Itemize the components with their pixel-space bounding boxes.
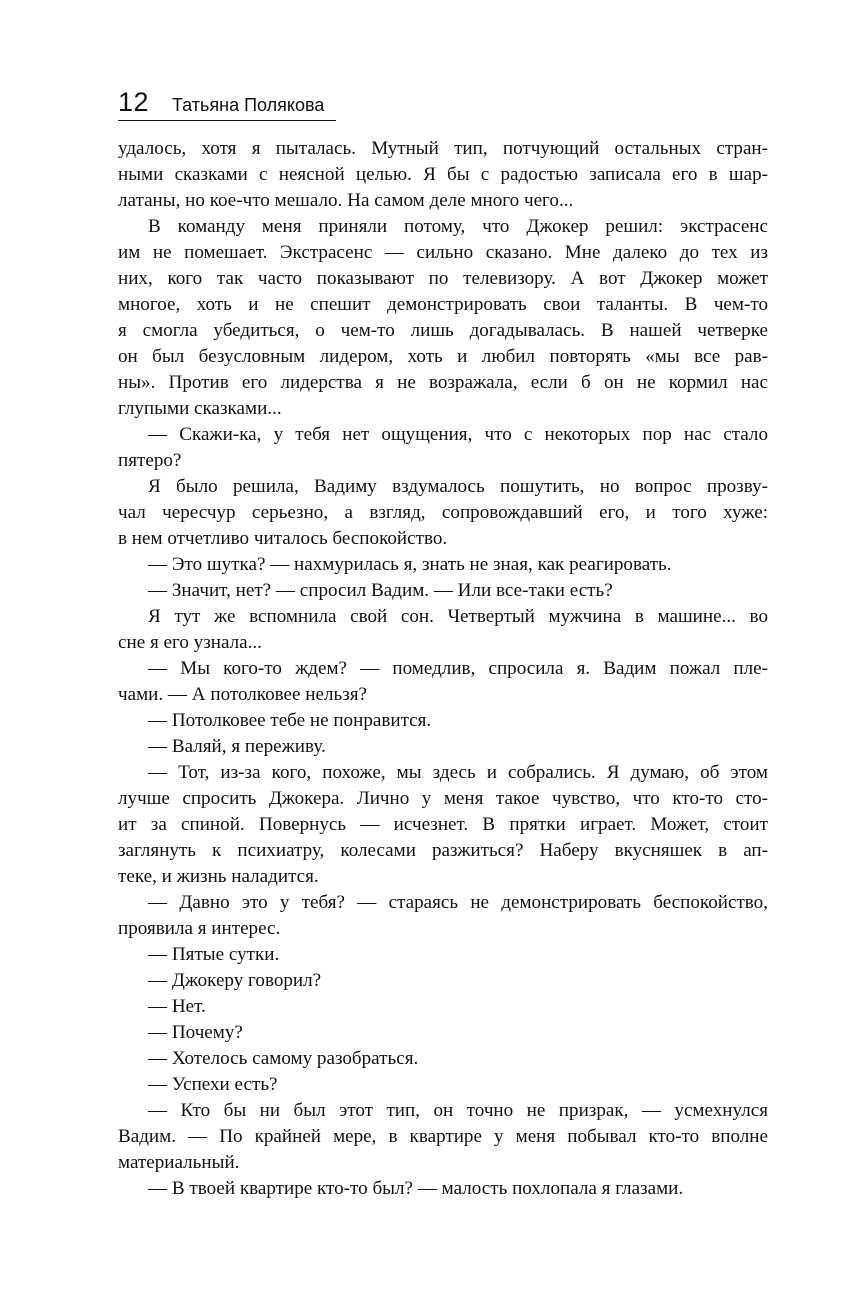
text-line: заглянуть к психиатру, колесами разжиться? Наберу вкусняшек в ап- <box>118 840 768 861</box>
text-line: — Тот, из-за кого, похоже, мы здесь и собрались. Я думаю, об этом <box>148 762 768 783</box>
text-line: латаны, но кое-что мешало. На самом деле много чего... <box>118 190 574 211</box>
text-line: — Хотелось самому разобраться. <box>148 1048 419 1069</box>
text-line: Я тут же вспомнила свой сон. Четвертый мужчина в машине... во <box>148 606 768 627</box>
text-line: я смогла убедиться, о чем-то лишь догадывалась. В нашей четверке <box>118 320 768 341</box>
text-line: чал чересчур серьезно, а взгляд, сопровождавший его, и того хуже: <box>118 502 768 523</box>
text-line: чами. — А потолковее нельзя? <box>118 684 367 705</box>
text-line: ными сказками с неясной целью. Я бы с радостью записала его в шар- <box>118 164 768 185</box>
body-text <box>118 136 768 1202</box>
text-line: — Валяй, я переживу. <box>148 736 326 757</box>
text-line: глупыми сказками... <box>118 398 282 419</box>
text-line: — Это шутка? — нахмурилась я, знать не зная, как реагировать. <box>148 554 672 575</box>
text-line: Я было решила, Вадиму вздумалось пошутить, но вопрос прозву- <box>148 476 768 497</box>
text-line: — Почему? <box>148 1022 243 1043</box>
text-line: он был безусловным лидером, хоть и любил повторять «мы все рав- <box>118 346 768 367</box>
text-line: — В твоей квартире кто-то был? — малость похлопала я глазами. <box>148 1178 684 1199</box>
text-line: — Давно это у тебя? — стараясь не демонстрировать беспокойство, <box>148 892 768 913</box>
text-line: — Потолковее тебе не понравится. <box>148 710 432 731</box>
text-line: Вадим. — По крайней мере, в квартире у меня побывал кто-то вполне <box>118 1126 768 1147</box>
author-name: Татьяна Полякова <box>172 95 325 115</box>
text-line: В команду меня приняли потому, что Джокер решил: экстрасенс <box>148 216 768 237</box>
text-line: — Пятые сутки. <box>148 944 280 965</box>
text-line: — Джокеру говорил? <box>148 970 322 991</box>
text-line: им не помешает. Экстрасенс — сильно сказано. Мне далеко до тех из <box>118 242 768 263</box>
text-line: удалось, хотя я пыталась. Мутный тип, потчующий остальных стран- <box>118 138 768 159</box>
text-line: сне я его узнала... <box>118 632 262 653</box>
text-line: ны». Против его лидерства я не возражала, если б он не кормил нас <box>118 372 768 393</box>
text-line: — Нет. <box>148 996 206 1017</box>
text-line: теке, и жизнь наладится. <box>118 866 319 887</box>
text-line: лучше спросить Джокера. Лично у меня такое чувство, что кто-то сто- <box>118 788 768 809</box>
text-line: — Скажи-ка, у тебя нет ощущения, что с некоторых пор нас стало <box>148 424 768 445</box>
text-line: — Успехи есть? <box>148 1074 278 1095</box>
text-line: — Мы кого-то ждем? — помедлив, спросила я. Вадим пожал пле- <box>148 658 768 679</box>
text-line: пятеро? <box>118 450 182 471</box>
text-line: материальный. <box>118 1152 240 1173</box>
text-line: — Кто бы ни был этот тип, он точно не призрак, — усмехнулся <box>148 1100 768 1121</box>
running-head <box>118 86 336 121</box>
text-line: — Значит, нет? — спросил Вадим. — Или все-таки есть? <box>148 580 613 601</box>
page-number: 12 <box>118 87 150 117</box>
text-line: проявила я интерес. <box>118 918 281 939</box>
text-line: них, кого так часто показывают по телевизору. А вот Джокер может <box>118 268 768 289</box>
text-line: ит за спиной. Повернусь — исчезнет. В прятки играет. Может, стоит <box>118 814 768 835</box>
text-line: многое, хоть и не спешит демонстрировать свои таланты. В чем-то <box>118 294 768 315</box>
text-line: в нем отчетливо читалось беспокойство. <box>118 528 448 549</box>
